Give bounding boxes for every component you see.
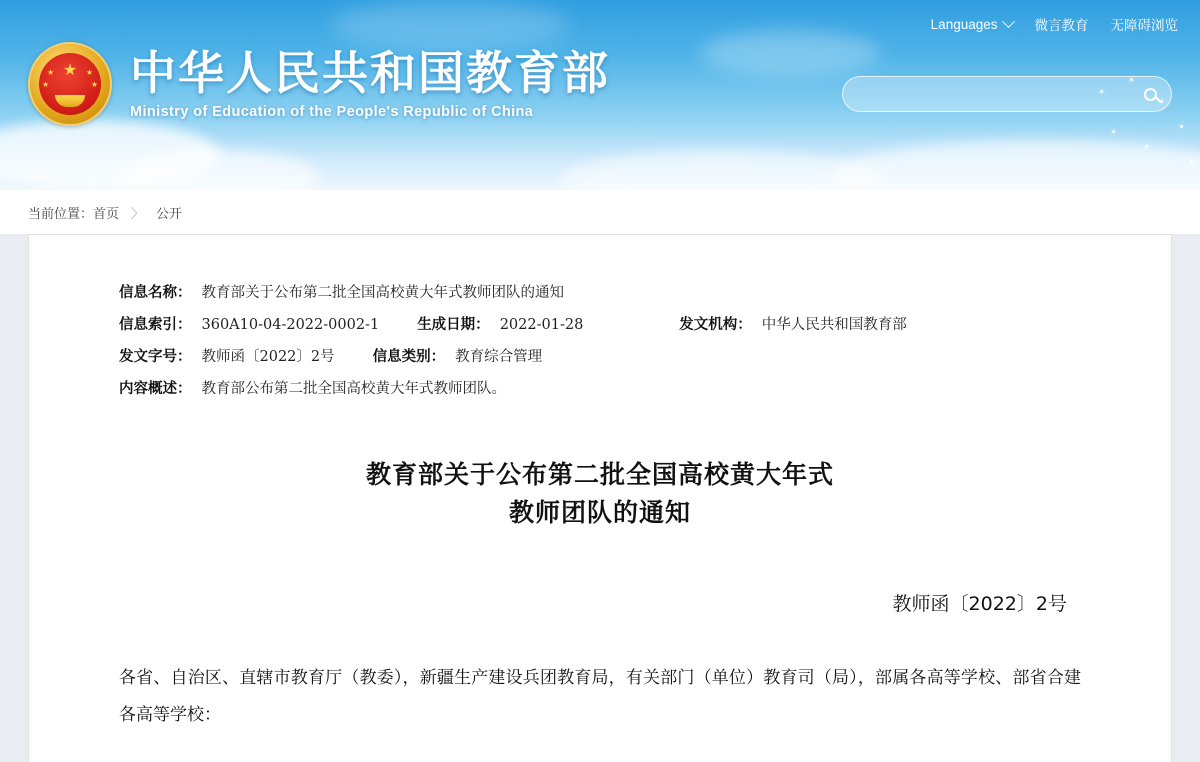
meta-value-name: 教育部关于公布第二批全国高校黄大年式教师团队的通知 [201, 285, 564, 301]
meta-key-name: 信息名称： [119, 284, 192, 301]
national-emblem-icon: ★ ★ ★ ★ ★ [28, 42, 112, 126]
search-input[interactable] [859, 77, 1137, 111]
breadcrumb-item-home[interactable]: 首页 [93, 205, 120, 221]
meta-value-created: 2022-01-28 [499, 317, 584, 333]
weiyan-education-link[interactable]: 微言教育 [1034, 18, 1089, 33]
meta-value-issuer: 中华人民共和国教育部 [761, 317, 907, 333]
meta-key-issuer: 发文机构： [679, 316, 752, 333]
search-icon [1144, 88, 1157, 101]
breadcrumb [0, 190, 1200, 234]
meta-key-category: 信息类别： [372, 348, 446, 365]
breadcrumb-separator: 〉 [131, 205, 145, 221]
site-title-en: Ministry of Education of the People's Republic of China [130, 104, 534, 121]
document-page-area [0, 234, 1200, 762]
cloud-decoration [700, 30, 880, 76]
meta-value-summary: 教育部公布第二批全国高校黄大年式教师团队。 [201, 381, 506, 397]
site-header-banner [0, 0, 1200, 190]
site-search [842, 76, 1172, 112]
document-card [28, 234, 1172, 762]
document-title [119, 456, 1081, 531]
meta-value-docnumber: 教师函〔2022〕2号 [201, 349, 335, 365]
chevron-down-icon [1002, 15, 1015, 28]
meta-row-summary [119, 377, 1081, 398]
languages-label: Languages [930, 16, 998, 32]
document-title-line-2: 教师团队的通知 [508, 497, 691, 527]
document-number: 教师函〔2022〕2号 [892, 593, 1067, 615]
meta-key-docnumber: 发文字号： [119, 348, 192, 365]
meta-key-summary: 内容概述： [119, 380, 192, 397]
breadcrumb-item-open[interactable]: 公开 [156, 205, 183, 221]
languages-menu[interactable] [931, 17, 1013, 32]
meta-row-docnumber [119, 345, 1081, 366]
breadcrumb-label: 当前位置： [28, 205, 94, 221]
cloud-decoration [830, 140, 1200, 190]
site-brand[interactable] [28, 42, 610, 126]
site-title-cn: 中华人民共和国教育部 [130, 45, 610, 100]
document-title-line-1: 教育部关于公布第二批全国高校黄大年式 [365, 460, 834, 489]
meta-row-name [119, 281, 1081, 302]
meta-value-index: 360A10-04-2022-0002-1 [201, 317, 380, 333]
search-button[interactable] [1137, 81, 1163, 107]
meta-key-created: 生成日期： [417, 316, 490, 333]
meta-key-index: 信息索引： [119, 316, 192, 333]
document-metadata [119, 281, 1081, 398]
top-utility-links [931, 14, 1178, 34]
meta-value-category: 教育综合管理 [455, 349, 543, 365]
accessibility-browse-link[interactable]: 无障碍浏览 [1110, 18, 1178, 33]
document-body-paragraph: 各省、自治区、直辖市教育厅（教委），新疆生产建设兵团教育局，有关部门（单位）教育司（局），部属各高等学校、部省合建各高等学校： [119, 668, 1081, 726]
meta-row-index [119, 313, 1081, 334]
